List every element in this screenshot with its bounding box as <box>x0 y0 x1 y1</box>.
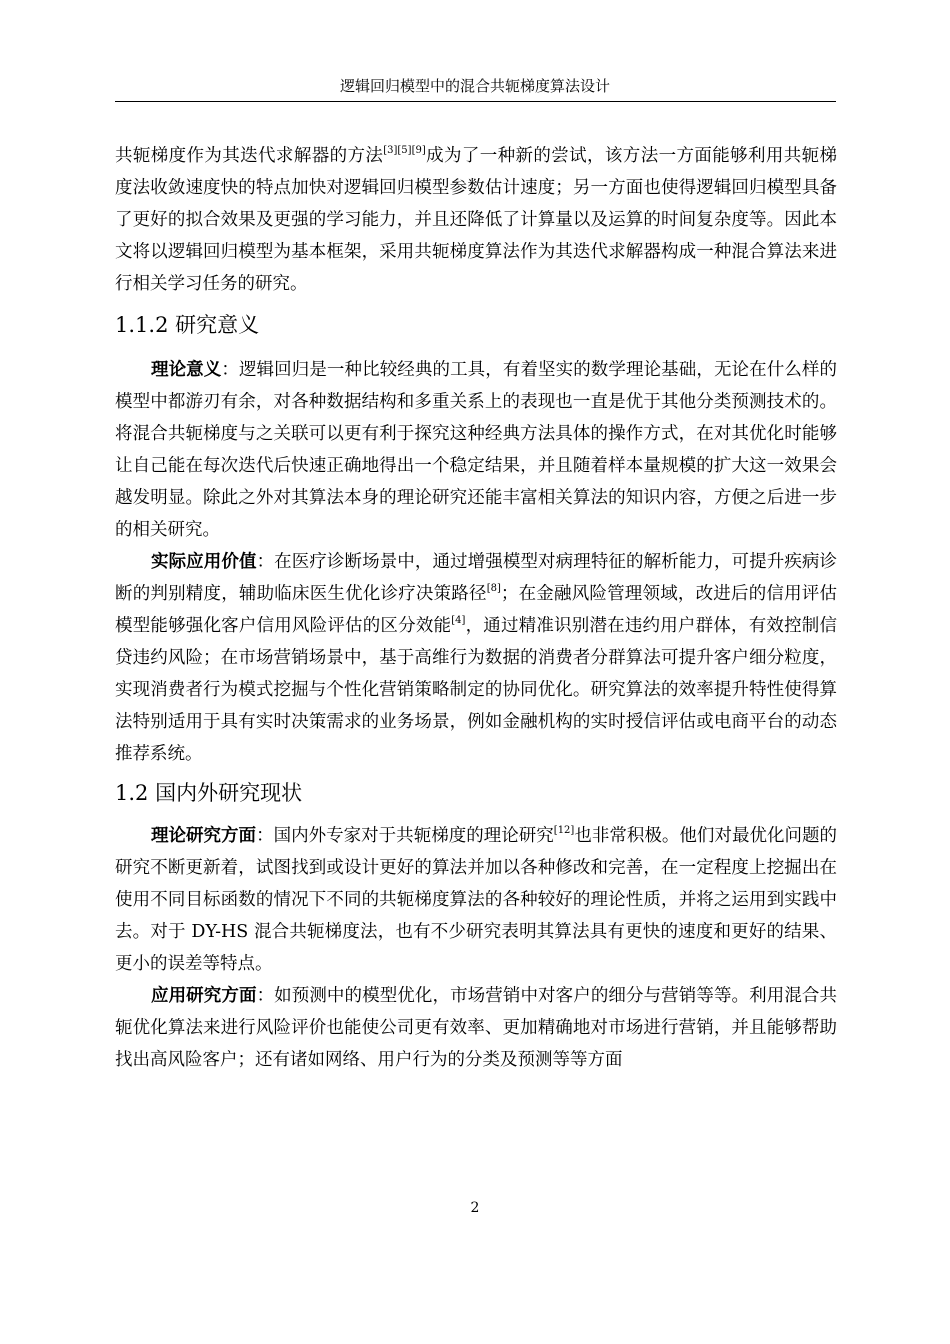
p2-colon: ： <box>221 360 239 380</box>
citation-8: [8] <box>486 583 501 594</box>
running-header: 逻辑回归模型中的混合共轭梯度算法设计 <box>339 77 610 95</box>
paragraph-theoretical-significance <box>115 354 837 546</box>
p3-text-b: ；在金融风险管理领域，改进后的信用评估模型能够强化客户信用风险评估的区分效能 <box>115 584 838 636</box>
p4-colon: ： <box>256 826 274 846</box>
p3-label: 实际应用价值 <box>151 552 257 572</box>
section-heading-1-2: 1.2 国内外研究现状 <box>115 781 303 805</box>
p2-label: 理论意义 <box>151 360 222 380</box>
p4-text-a: 国内外专家对于共轭梯度的理论研究 <box>273 826 554 846</box>
p3-text-a: 在医疗诊断场景中，通过增强模型对病理特征的解析能力，可提升疾病诊断的判别精度，辅助临床医生优化诊疗决策路径 <box>115 552 838 604</box>
section-heading-1-1-2: 1.1.2 研究意义 <box>115 313 260 337</box>
paragraph-application-research <box>115 980 837 1076</box>
p3-text-c: ，通过精准识别潜在违约用户群体，有效控制信贷违约风险；在市场营销场景中，基于高维行为数据的消费者分群算法可提升客户细分粒度，实现消费者行为模式挖掘与个性化营销策略制定的协同优化。研究算法的效率提升特性使得算法特别适用于具有实时决策需求的业务场景，例如金融机构的实时授信评估或电商平台的动态推荐系统。 <box>115 616 837 764</box>
citation-3-5-9: [3][5][9] <box>383 145 426 156</box>
p1-text-b: 成为了一种新的尝试，该方法一方面能够利用共轭梯度法收敛速度快的特点加快对逻辑回归模型参数估计速度；另一方面也使得逻辑回归模型具备了更好的拟合效果及更强的学习能力，并且还降低了计算量以及运算的时间复杂度等。因此本文将以逻辑回归模型为基本框架，采用共轭梯度算法作为其迭代求解器构成一种混合算法来进行相关学习任务的研究。 <box>115 146 838 294</box>
p5-text: 如预测中的模型优化，市场营销中对客户的细分与营销等等。利用混合共轭优化算法来进行风险评价也能使公司更有效率、更加精确地对市场进行营销，并且能够帮助找出高风险客户；还有诸如网络、用户行为的分类及预测等等方面 <box>115 986 838 1070</box>
paragraph-intro-continuation <box>115 140 837 300</box>
p4-text-b: 也非常积极。他们对最优化问题的研究不断更新着，试图找到或设计更好的算法并加以各种修改和完善，在一定程度上挖掘出在使用不同目标函数的情况下不同的共轭梯度算法的各种较好的理论性质，并将之运用到实践中去。对于 DY-HS 混合共轭梯度法，也有不少研究表明其算法具有更快的速度和更好的结果、更小的误差等特点。 <box>115 826 838 974</box>
p4-label: 理论研究方面 <box>151 826 257 846</box>
header-rule <box>115 101 836 102</box>
p1-text-a: 共轭梯度作为其迭代求解器的方法 <box>115 146 384 166</box>
page-body <box>115 140 837 1076</box>
p5-colon: ： <box>256 986 275 1006</box>
p2-text: 逻辑回归是一种比较经典的工具，有着坚实的数学理论基础，无论在什么样的模型中都游刃有余，对各种数据结构和多重关系上的表现也一直是优于其他分类预测技术的。将混合共轭梯度与之关联可以更有利于探究这种经典方法具体的操作方式，在对其优化时能够让自己能在每次迭代后快速正确地得出一个稳定结果，并且随着样本量规模的扩大这一效果会越发明显。除此之外对其算法本身的理论研究还能丰富相关算法的知识内容，方便之后进一步的相关研究。 <box>115 360 838 540</box>
page-number: 2 <box>470 1200 480 1216</box>
paragraph-practical-value <box>115 546 837 770</box>
citation-4: [4] <box>451 615 466 626</box>
p5-label: 应用研究方面 <box>151 986 257 1006</box>
p3-colon: ： <box>256 552 275 572</box>
paragraph-theory-research <box>115 820 837 980</box>
citation-12: [12] <box>553 825 575 836</box>
